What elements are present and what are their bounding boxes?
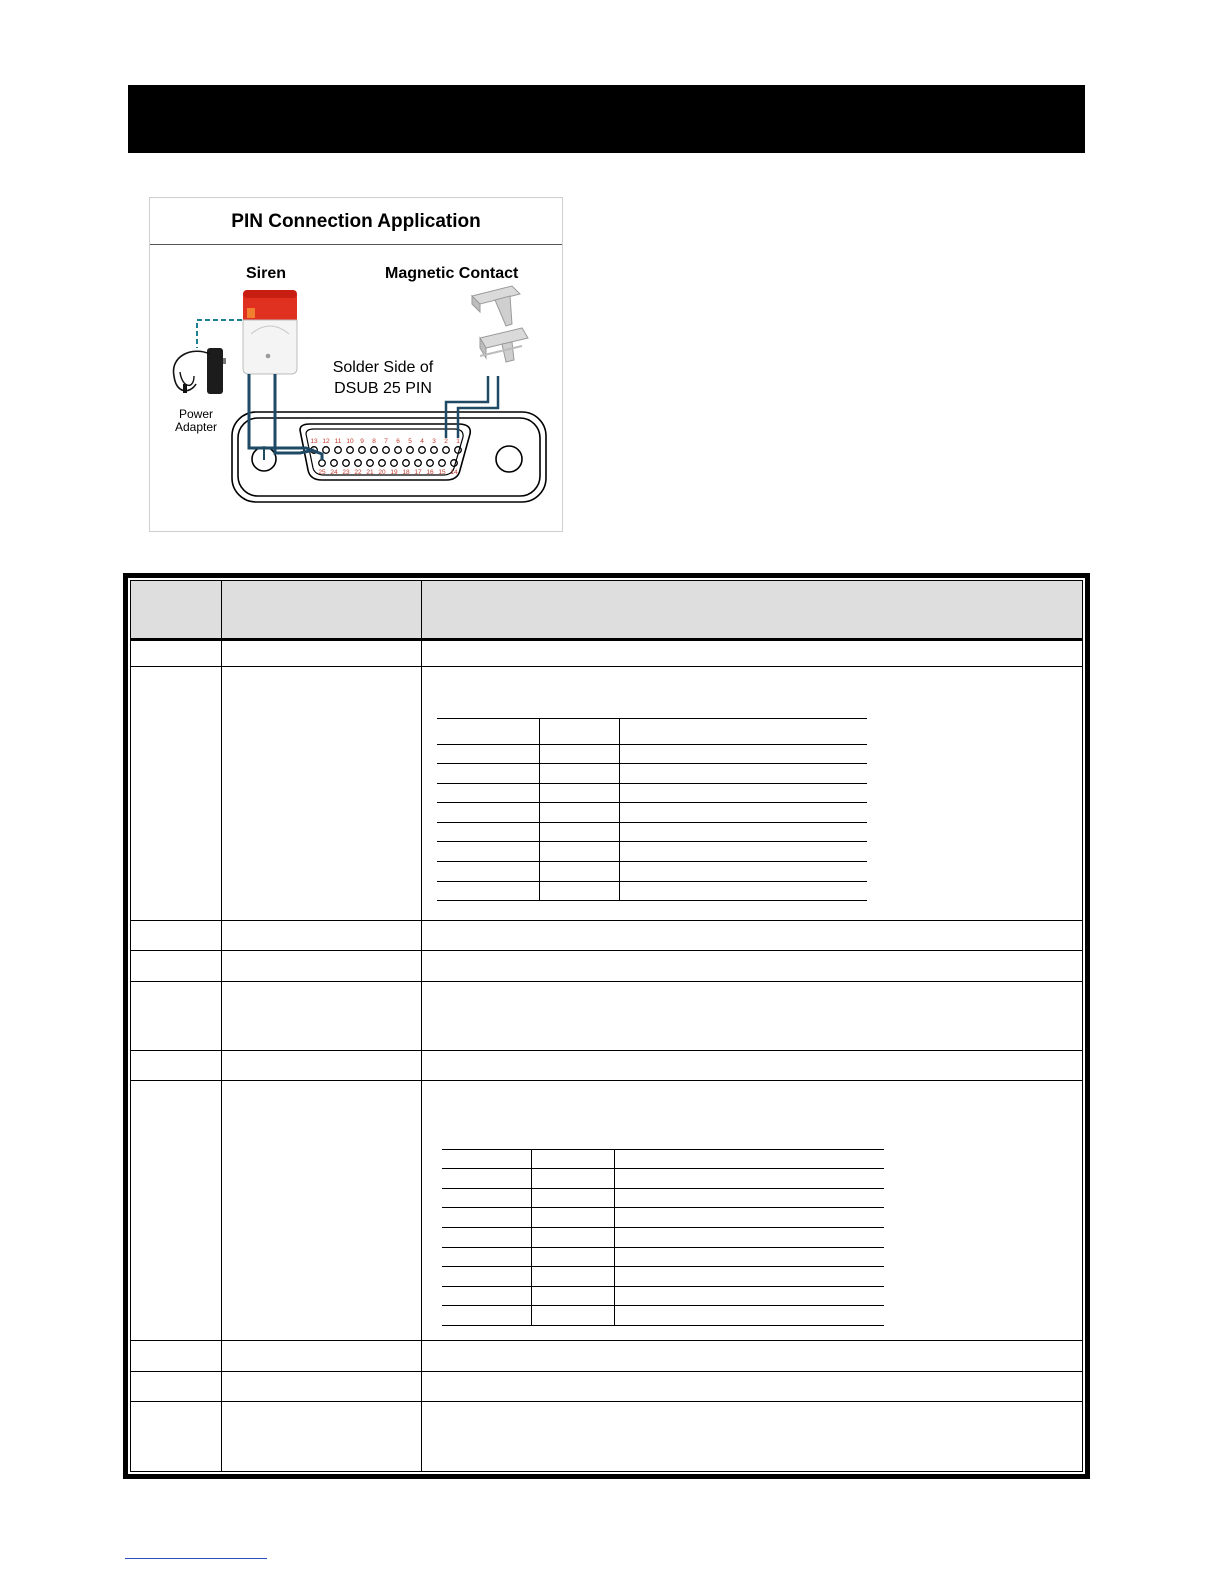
pin-num: 11 <box>334 438 342 445</box>
pin-num: 2 <box>444 438 448 445</box>
footer-link-underline[interactable] <box>125 1558 267 1559</box>
col-divider-2 <box>421 581 422 1471</box>
sub-table-1 <box>437 718 867 903</box>
power-adapter-line2: Adapter <box>174 420 218 434</box>
pin-table-inner <box>130 580 1083 1472</box>
pin-num: 10 <box>346 438 354 445</box>
magnetic-wire-2 <box>458 376 498 438</box>
solder-side-label <box>318 357 448 399</box>
pin-num: 21 <box>366 469 374 476</box>
bottom-pin-row <box>319 460 458 467</box>
pin-num: 25 <box>318 469 326 476</box>
solder-side-line2: DSUB 25 PIN <box>334 380 432 397</box>
pin-num: 3 <box>432 438 436 445</box>
magnetic-contact-icon <box>472 286 528 362</box>
pin-num: 19 <box>390 469 398 476</box>
pin-num: 15 <box>438 469 446 476</box>
power-adapter-icon <box>174 348 226 394</box>
magnetic-contact-label: Magnetic Contact <box>385 265 519 282</box>
row-line <box>131 666 1082 667</box>
pin-num: 14 <box>450 469 458 476</box>
pin-num: 5 <box>408 438 412 445</box>
sub-table-2 <box>442 1149 884 1327</box>
power-adapter-label <box>168 408 224 434</box>
pin-table-header <box>131 581 1082 641</box>
figure-title: PIN Connection Application <box>150 198 562 245</box>
row-line <box>131 950 1082 951</box>
siren-icon <box>243 290 297 374</box>
solder-side-line1: Solder Side of <box>332 359 434 376</box>
row-line <box>131 1080 1082 1081</box>
pin-num: 24 <box>330 469 338 476</box>
top-pin-row <box>311 447 462 454</box>
pin-num: 6 <box>396 438 400 445</box>
row-line <box>131 1050 1082 1051</box>
pin-num: 17 <box>414 469 422 476</box>
header-banner <box>128 85 1085 153</box>
pin-num: 13 <box>310 438 318 445</box>
row-line <box>131 920 1082 921</box>
siren-wire-2 <box>275 374 314 453</box>
row-line <box>131 1401 1082 1402</box>
siren-label: Siren <box>246 265 287 282</box>
top-pin-numbers <box>310 438 460 445</box>
pin-num: 7 <box>384 438 388 445</box>
power-adapter-line1: Power <box>178 407 213 421</box>
row-line <box>131 1340 1082 1341</box>
col-divider-1 <box>221 581 222 1471</box>
row-line <box>131 981 1082 982</box>
pin-num: 9 <box>360 438 364 445</box>
pin-table <box>123 573 1090 1479</box>
pin-connection-figure <box>149 197 563 532</box>
pin-num: 20 <box>378 469 386 476</box>
pin-num: 16 <box>426 469 434 476</box>
power-dashed-wire <box>197 320 242 348</box>
pin-num: 1 <box>456 438 460 445</box>
connector-outer-inner <box>238 418 540 496</box>
pin-num: 18 <box>402 469 410 476</box>
siren-wire-1 <box>249 374 322 460</box>
pin-num: 23 <box>342 469 350 476</box>
connector-outer <box>232 412 546 502</box>
row-line <box>131 1371 1082 1372</box>
mount-hole-right <box>496 446 522 472</box>
pin-num: 22 <box>354 469 362 476</box>
pin-num: 12 <box>322 438 330 445</box>
pin-num: 4 <box>420 438 424 445</box>
pin-num: 8 <box>372 438 376 445</box>
